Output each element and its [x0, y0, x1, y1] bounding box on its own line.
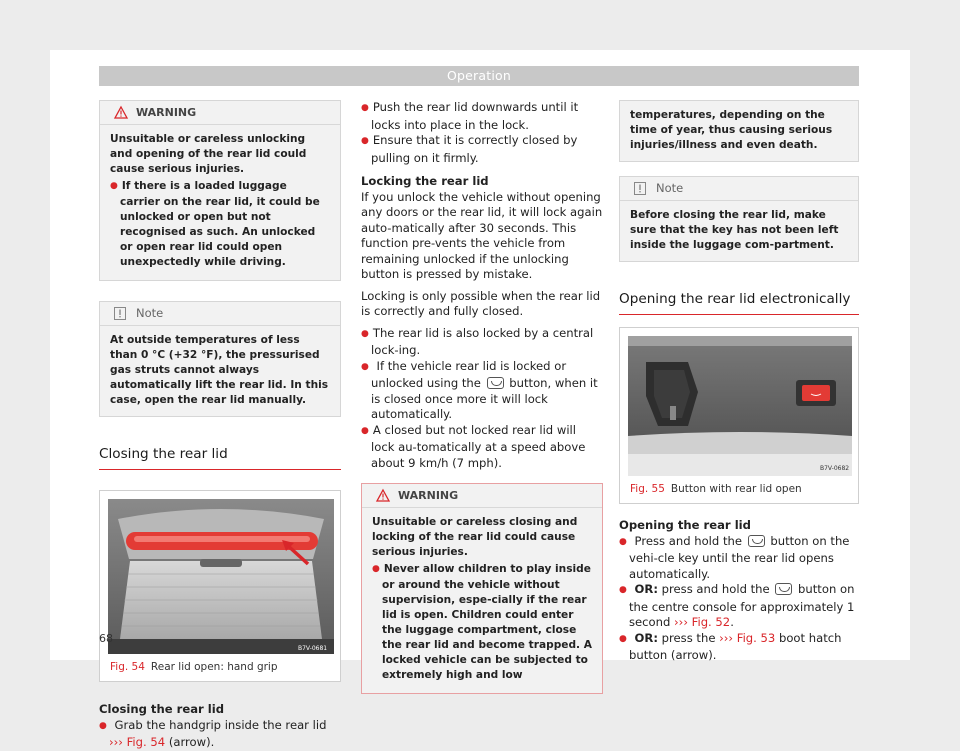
note-box	[619, 176, 859, 262]
or-label: OR:	[634, 582, 658, 596]
paragraph: Locking is only possible when the rear lid is correctly and fully closed.	[361, 288, 601, 318]
list-item	[619, 631, 859, 664]
list-item-text: button on the vehi-cle key until the rear lid opens automatically.	[629, 533, 850, 581]
warning-label: WARNING	[398, 489, 459, 502]
list-item: ● OR: press and hold the button on the centre console for approximately 1 second ››› Fig. 52.	[619, 582, 859, 631]
figure-55	[619, 327, 859, 505]
figure-54	[99, 490, 341, 683]
list-item-text: button on the centre console for approximately 1 second	[629, 582, 855, 629]
warning-icon	[114, 106, 128, 119]
unlock-rear-lid-icon	[487, 377, 504, 389]
figure-code: B7V-0682	[820, 464, 850, 472]
warning-header	[100, 101, 340, 125]
note-header	[100, 302, 340, 326]
list-item-text: Press and hold the	[634, 533, 742, 548]
warning-continuation-box	[619, 100, 859, 162]
paragraph: If you unlock the vehicle without opening any doors or the rear lid, it will lock again auto-matically after 30 seconds. This function pre-vents the vehicle from remaining unlocked if the unlocking button is pressed by mistake.	[361, 189, 603, 281]
or-label: OR:	[634, 630, 658, 645]
figure-caption-text: Button with rear lid open	[670, 482, 802, 495]
list-item: ● The rear lid is also locked by a central lock-ing.	[361, 326, 603, 359]
note-header	[620, 177, 858, 201]
figure-caption	[100, 654, 340, 682]
note-box	[99, 301, 341, 417]
sub-heading: Opening the rear lid	[619, 518, 751, 532]
page-number: 68	[99, 632, 113, 645]
note-label: Note	[136, 306, 164, 320]
warning-body	[100, 125, 340, 280]
page-header: Operation	[99, 66, 859, 86]
column-2	[361, 100, 603, 694]
figure-caption	[620, 476, 858, 504]
list-item: ● Ensure that it is correctly closed by pulling on it firmly.	[361, 133, 603, 166]
rear-lid-button-image	[628, 336, 850, 476]
note-body: Before closing the rear lid, make sure that the key has not been left inside the luggage com-partment.	[630, 209, 839, 251]
list-item-text: If the vehicle rear lid is locked or unlocked using the	[371, 358, 567, 390]
sub-heading: Locking the rear lid	[361, 174, 489, 188]
cross-reference-link[interactable]: ››› Fig. 52	[674, 615, 731, 629]
warning-bullet: ● If there is a loaded luggage carrier on the rear lid, it could be unlocked or open but not recognised as such. An unlocked or open rear lid could open unexpectedly while driving.	[110, 179, 330, 270]
note-body: At outside temperatures of less than 0 °C (+32 °F), the pressurised gas struts cannot always automatically lift the rear lid. In this case, open the rear lid manually.	[110, 334, 329, 406]
list-item-text: (arrow).	[168, 735, 215, 749]
list-item	[619, 534, 859, 583]
warning-continuation-text: temperatures, depending on the time of year, thus causing serious injuries/illness and even death.	[630, 109, 833, 151]
warning-bullet: ● Never allow children to play inside or around the vehicle without supervision, espe-cially if the rear lid is open. Children could enter the luggage compartment, close the rear lid and become trapped. A locked vehicle can be subjected to extremely high and low	[372, 562, 592, 683]
note-icon	[634, 182, 646, 195]
section-title: Closing the rear lid	[99, 447, 341, 470]
rear-lid-image	[108, 499, 332, 654]
note-icon	[114, 307, 126, 320]
warning-label: WARNING	[136, 106, 197, 119]
warning-text: Unsuitable or careless unlocking and opening of the rear lid could cause serious injuries.	[110, 133, 307, 175]
list-item-text: Grab the handgrip inside the rear lid	[114, 717, 327, 732]
list-item	[361, 359, 603, 423]
figure-number: Fig. 54	[110, 660, 145, 673]
figure-code: B7V-0681	[298, 644, 328, 652]
warning-box	[361, 483, 603, 694]
list-item-text: press the	[661, 630, 716, 645]
rear-lid-illustration	[108, 499, 334, 654]
cross-reference-link[interactable]: ››› Fig. 53	[719, 630, 776, 645]
section-title: Opening the rear lid electronically	[619, 292, 859, 315]
figure-caption-text: Rear lid open: hand grip	[150, 660, 278, 673]
figure-number: Fig. 55	[630, 482, 665, 495]
column-1	[99, 100, 341, 751]
rear-lid-button-illustration	[628, 336, 852, 476]
list-item	[99, 718, 341, 751]
warning-header	[362, 484, 602, 508]
sub-heading: Closing the rear lid	[99, 702, 225, 716]
list-item-text: press and hold the	[661, 582, 770, 596]
unlock-rear-lid-icon	[748, 535, 765, 547]
list-item: ● Push the rear lid downwards until it locks into place in the lock.	[361, 100, 603, 133]
note-label: Note	[656, 181, 684, 195]
warning-body	[362, 508, 602, 693]
list-item-text: boot hatch button (arrow).	[629, 630, 842, 662]
list-item: ● A closed but not locked rear lid will lock au-tomatically at a speed above about 9 km/h (7 mph).	[361, 423, 603, 472]
column-3	[619, 100, 859, 664]
warning-box	[99, 100, 341, 281]
unlock-rear-lid-icon	[775, 583, 792, 595]
list-item-text: button, when it is closed once more it will lock automatically.	[371, 376, 598, 421]
warning-text: Unsuitable or careless closing and locking of the rear lid could cause serious injuries.	[372, 516, 578, 558]
warning-icon	[376, 489, 390, 502]
cross-reference-link[interactable]: ››› Fig. 54	[109, 735, 166, 749]
